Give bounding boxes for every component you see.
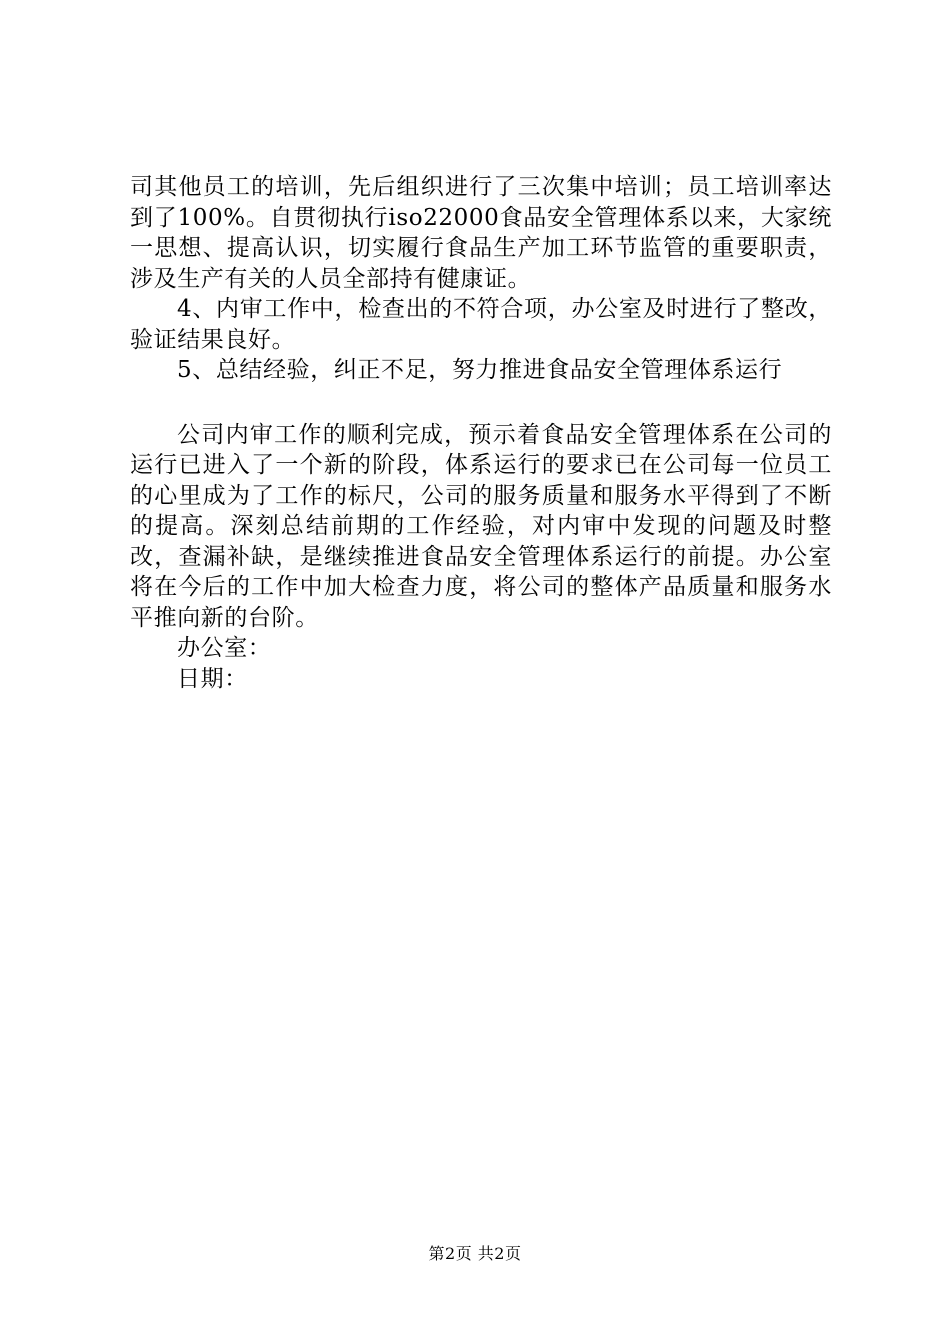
document-body (130, 172, 832, 694)
page-number: 第2页 共2页 (428, 1244, 522, 1263)
paragraph-item-5: 5、总结经验，纠正不足，努力推进食品安全管理体系运行 (177, 357, 783, 383)
signature-office: 办公室： (177, 635, 272, 661)
page-footer (0, 1244, 950, 1264)
paragraph-item-4: 4、内审工作中，检查出的不符合项，办公室及时进行了整改，验证结果良好。 (130, 296, 832, 353)
signature-date: 日期： (177, 665, 248, 692)
paragraph-spacer (130, 386, 832, 420)
paragraph-training-continuation: 司其他员工的培训，先后组织进行了三次集中培训；员工培训率达到了100%。自贯彻执行iso22000食品安全管理体系以来，大家统一思想、提高认识，切实履行食品生产加工环节监管的重要职责，涉及生产有关的人员全部持有健康证。 (130, 174, 832, 292)
paragraph-conclusion: 公司内审工作的顺利完成，预示着食品安全管理体系在公司的运行已进入了一个新的阶段，体系运行的要求已在公司每一位员工的心里成为了工作的标尺，公司的服务质量和服务水平得到了不断的提高。深刻总结前期的工作经验，对内审中发现的问题及时整改，查漏补缺，是继续推进食品安全管理体系运行的前提。办公室将在今后的工作中加大检查力度，将公司的整体产品质量和服务水平推向新的台阶。 (130, 421, 832, 631)
